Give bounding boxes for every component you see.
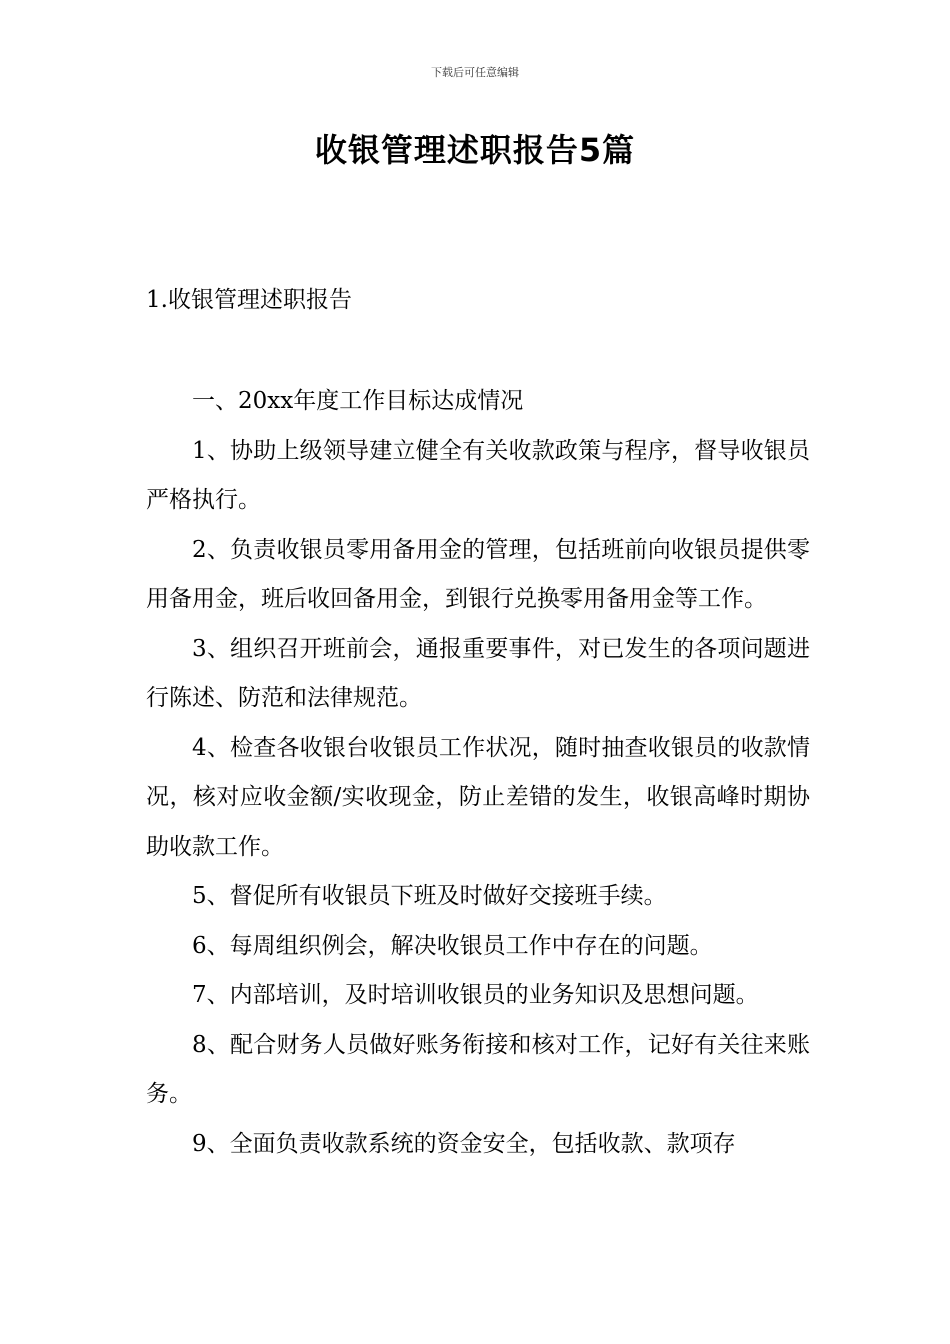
- paragraph: 2、负责收银员零用备用金的管理，包括班前向收银员提供零用备用金，班后收回备用金，到银行兑换零用备用金等工作。: [146, 536, 810, 612]
- header-note: 下载后可任意编辑: [431, 66, 519, 79]
- document-body: [146, 377, 810, 1169]
- paragraph: 5、督促所有收银员下班及时做好交接班手续。: [192, 883, 667, 909]
- paragraph: 7、内部培训，及时培训收银员的业务知识及思想问题。: [192, 982, 759, 1008]
- paragraph: 6、每周组织例会，解决收银员工作中存在的问题。: [192, 932, 713, 959]
- paragraph: 8、配合财务人员做好账务衔接和核对工作，记好有关往来账务。: [146, 1031, 810, 1107]
- section-heading: 1.收银管理述职报告: [146, 287, 352, 313]
- paragraph: 1、协助上级领导建立健全有关收款政策与程序，督导收银员严格执行。: [146, 437, 810, 513]
- paragraph: 一、20xx年度工作目标达成情况: [192, 388, 524, 414]
- paragraph: 9、全面负责收款系统的资金安全，包括收款、款项存: [192, 1130, 736, 1157]
- paragraph: 4、检查各收银台收银员工作状况，随时抽查收银员的收款情况，核对应收金额/实收现金，防止差错的发生，收银高峰时期协助收款工作。: [146, 734, 810, 860]
- paragraph: 3、组织召开班前会，通报重要事件，对已发生的各项问题进行陈述、防范和法律规范。: [146, 635, 810, 711]
- document-title: 收银管理述职报告5篇: [314, 131, 636, 169]
